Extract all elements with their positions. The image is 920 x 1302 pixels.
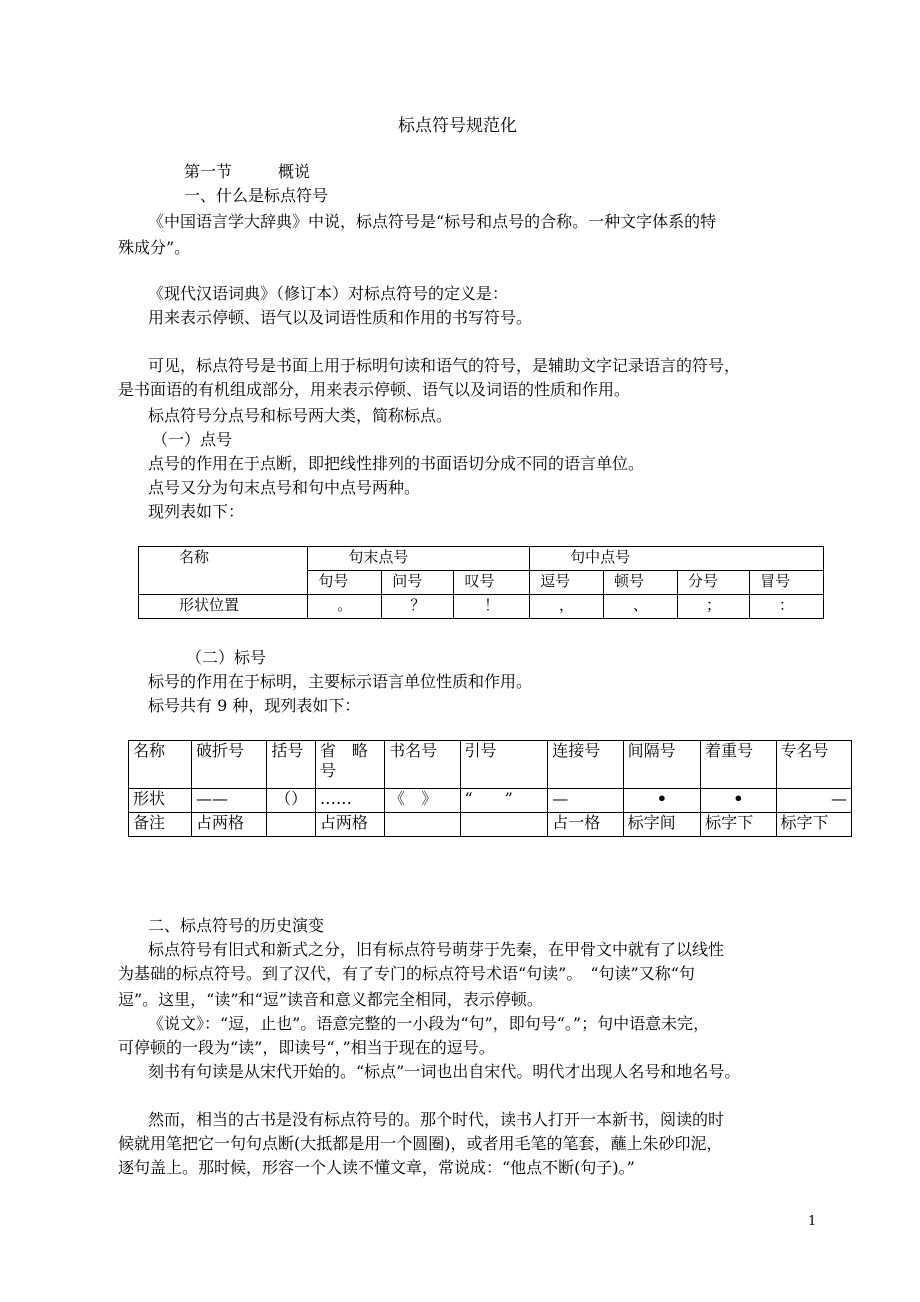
table-cell-shape: 《 》 (385, 789, 460, 813)
paragraph-line: 逗”。这里，“读”和“逗”读音和意义都完全相同，表示停顿。 (118, 990, 543, 1009)
paragraph-line: 点号的作用在于点断，即把线性排列的书面语切分成不同的语言单位。 (148, 454, 645, 473)
table-header-cell: 连接号 (548, 741, 623, 789)
table-cell-note: 标字间 (623, 813, 700, 837)
subheading-marks: （二）标号 (186, 648, 267, 667)
heading-history: 二、标点符号的历史演变 (148, 916, 325, 935)
paragraph-line: 标号共有 9 种，现列表如下： (148, 696, 361, 715)
paragraph-line: 《现代汉语词典》（修订本）对标点符号的定义是： (148, 284, 509, 303)
table-cell-note (267, 813, 316, 837)
paragraph-line: 刻书有句读是从宋代开始的。“标点”一词也出自宋代。明代才出现人名号和地名号。 (148, 1062, 741, 1081)
table-cell-mark: 、 (603, 595, 677, 619)
table-header-cell: 引号 (460, 741, 548, 789)
table-header-cell: 省 略号 (315, 741, 384, 789)
table-cell-shape: • (701, 789, 776, 813)
table-row-label: 形状 (129, 789, 192, 813)
table-cell-mark: ： (750, 595, 824, 619)
table-header-cell: 着重号 (701, 741, 776, 789)
table-cell-shape: （） (267, 789, 316, 813)
table-cell-shape: “ ” (460, 789, 548, 813)
table-col-header: 冒号 (750, 571, 824, 595)
paragraph-line: 是书面语的有机组成部分，用来表示停顿、语气以及词语的性质和作用。 (118, 380, 631, 399)
table-header-cell: 专名号 (776, 741, 851, 789)
table-col-header: 问号 (382, 571, 454, 595)
table-header-cell: 间隔号 (623, 741, 700, 789)
table-col-header: 句号 (308, 571, 382, 595)
page-number: 1 (808, 1214, 817, 1229)
page-title: 标点符号规范化 (398, 116, 517, 136)
table-cell-mark: ！ (454, 595, 530, 619)
table-col-header: 顿号 (603, 571, 677, 595)
paragraph-line: 候就用笔把它一句句点断(大抵都是用一个圆圈)，或者用毛笔的笔套，蘸上朱砂印泥， (118, 1134, 723, 1153)
marks-table (128, 740, 852, 837)
table-row-label: 备注 (129, 813, 192, 837)
paragraph-line: 《中国语言学大辞典》中说，标点符号是“标号和点号的合称。一种文字体系的特 (148, 212, 717, 231)
point-marks-table (138, 546, 824, 619)
table-cell-note: 占两格 (192, 813, 267, 837)
paragraph-line: 点号又分为句末点号和句中点号两种。 (148, 478, 421, 497)
paragraph-line: 可见，标点符号是书面上用于标明句读和语气的符号，是辅助文字记录语言的符号， (148, 356, 741, 375)
table-cell-mark: ； (677, 595, 749, 619)
table-header-cell: 括号 (267, 741, 316, 789)
table-cell-shape: — (548, 789, 623, 813)
table-col-header: 逗号 (530, 571, 604, 595)
table-cell-shape: —— (192, 789, 267, 813)
table-row-label: 形状位置 (139, 595, 308, 619)
paragraph-line: 标号的作用在于标明，主要标示语言单位性质和作用。 (148, 672, 533, 691)
table-cell-shape: …… (315, 789, 384, 813)
table-cell-note: 标字下 (776, 813, 851, 837)
table-cell-mark: ， (530, 595, 604, 619)
table-header-cell: 名称 (129, 741, 192, 789)
table-header-name: 名称 (139, 547, 308, 595)
section-number: 第一节 (184, 162, 233, 181)
paragraph-line: 标点符号有旧式和新式之分，旧有标点符号萌芽于先秦，在甲骨文中就有了以线性 (148, 940, 725, 959)
table-col-header: 叹号 (454, 571, 530, 595)
table-header-cell: 书名号 (385, 741, 460, 789)
paragraph-line: 然而，相当的古书是没有标点符号的。那个时代，读书人打开一本新书，阅读的时 (148, 1110, 725, 1129)
paragraph-line: 现列表如下： (148, 502, 245, 521)
paragraph-line: 可停顿的一段为“读”，即读号“，”相当于现在的逗号。 (118, 1038, 495, 1057)
table-col-header: 分号 (677, 571, 749, 595)
paragraph-line: 殊成分”。 (118, 238, 191, 257)
table-cell-note: 占两格 (315, 813, 384, 837)
paragraph-line: 标点符号分点号和标号两大类，简称标点。 (148, 406, 453, 425)
table-cell-note: 占一格 (548, 813, 623, 837)
paragraph-line: 逐句盖上。那时候，形容一个人读不懂文章，常说成：“他点不断(句子)。” (118, 1158, 635, 1177)
table-cell-shape: • (623, 789, 700, 813)
table-header-sentence-middle: 句中点号 (530, 547, 824, 571)
table-cell-mark: 。 (308, 595, 382, 619)
table-cell-shape: — (776, 789, 851, 813)
paragraph-line: 《说文》：“逗，止也”。语意完整的一小段为“句”，即句号“。”；句中语意未完， (148, 1014, 710, 1033)
table-cell-note: 标字下 (701, 813, 776, 837)
table-cell-note (385, 813, 460, 837)
table-header-cell: 破折号 (192, 741, 267, 789)
subheading-punctuation-points: （一）点号 (152, 430, 233, 449)
table-cell-note (460, 813, 548, 837)
heading-what-is: 一、什么是标点符号 (184, 186, 329, 205)
paragraph-line: 用来表示停顿、语气以及词语性质和作用的书写符号。 (148, 308, 533, 327)
paragraph-line: 为基础的标点符号。到了汉代，有了专门的标点符号术语“句读”。 “句读”又称“句 (118, 964, 695, 983)
section-name: 概说 (278, 162, 311, 181)
table-header-sentence-end: 句末点号 (308, 547, 530, 571)
table-cell-mark: ？ (382, 595, 454, 619)
